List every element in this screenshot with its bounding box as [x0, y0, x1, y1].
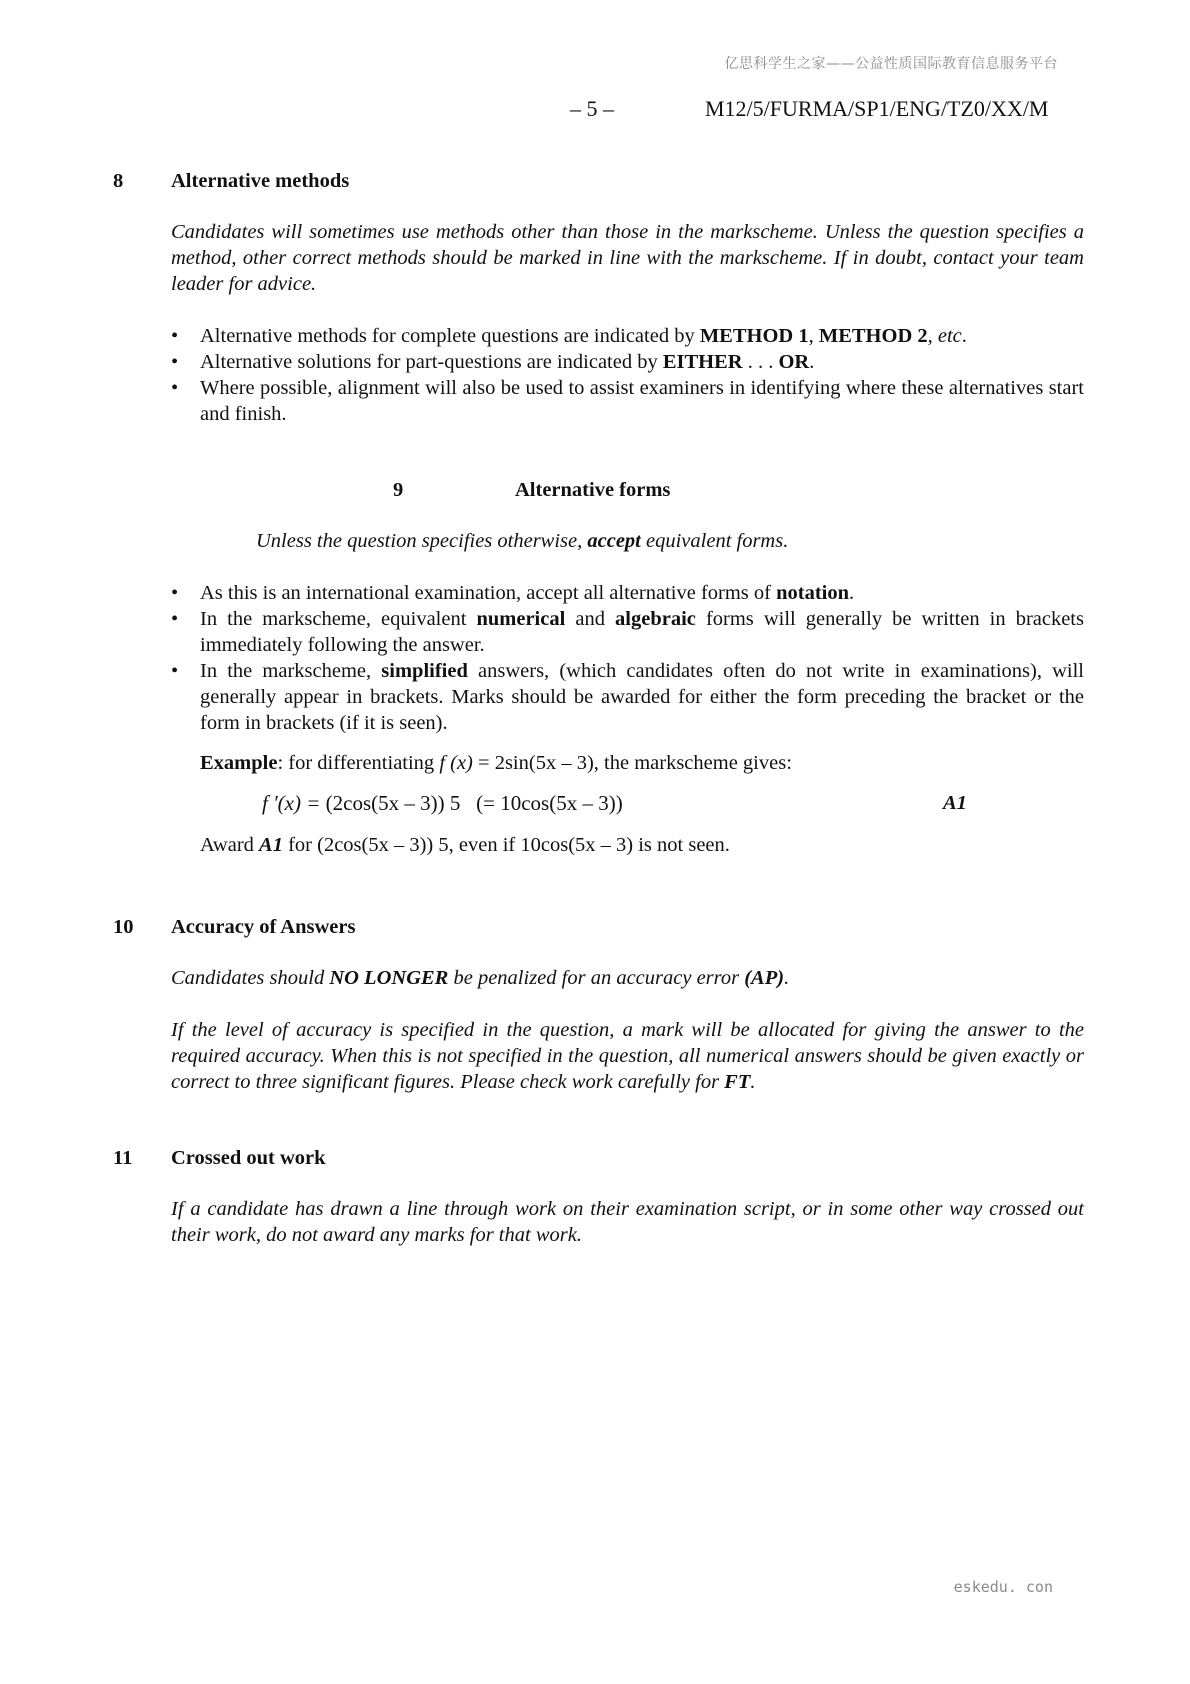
- section-title: Crossed out work: [171, 1147, 326, 1169]
- page-content: [0, 168, 1190, 1248]
- section-number: 9: [393, 479, 404, 501]
- section-11-paragraph: If a candidate has drawn a line through work on their examination script, or in some other way crossed out their work, do not award any marks for that work.: [171, 1198, 1084, 1246]
- bullet-icon: •: [171, 660, 179, 682]
- bullet-item: • Alternative methods for complete questions are indicated by METHOD 1, METHOD 2, etc.: [171, 325, 967, 347]
- watermark-bottom: eskedu. con: [953, 1578, 1053, 1596]
- section-9-intro: Unless the question specifies otherwise, accept equivalent forms.: [256, 530, 789, 552]
- section-9-heading: [0, 477, 1190, 503]
- section-8-intro: Candidates will sometimes use methods other than those in the markscheme. Unless the question specifies a method, other correct methods should be marked in line with the markscheme. If in doubt, contact your team leader for advice.: [171, 221, 1084, 295]
- section-9-bullets: [171, 580, 1084, 736]
- section-number: 11: [113, 1147, 133, 1169]
- section-number: 10: [113, 916, 134, 938]
- section-10-paragraph-1: Candidates should NO LONGER be penalized for an accuracy error (AP).: [171, 967, 790, 989]
- watermark-top: 亿思科学生之家——公益性质国际教育信息服务平台: [724, 56, 1058, 72]
- bullet-icon: •: [171, 351, 179, 373]
- bullet-icon: •: [171, 377, 179, 399]
- section-10-paragraph-2: If the level of accuracy is specified in the question, a mark will be allocated for giving the answer to the required accuracy. When this is not specified in the question, all numerical answers should be given exactly or correct to three significant figures. Please check work carefully for FT.: [171, 1019, 1084, 1093]
- section-11-heading: [0, 1145, 1190, 1171]
- function-expression: f (x) = 2sin(5x – 3): [439, 752, 594, 774]
- formula-expression: f ′(x) = (2cos(5x – 3)) 5 (= 10cos(5x – 3)): [262, 791, 623, 815]
- bullet-icon: •: [171, 582, 179, 604]
- section-8-bullets: [171, 323, 1084, 427]
- bullet-item: • In the markscheme, equivalent numerical and algebraic forms will generally be written in brackets immediately following the answer.: [171, 608, 1084, 656]
- mark-a1: A1: [943, 792, 967, 814]
- section-number: 8: [113, 170, 124, 192]
- derivative-formula: [0, 790, 1190, 822]
- example-label: Example: [200, 752, 278, 774]
- section-10-heading: [0, 914, 1190, 940]
- example-line: Example: for differentiating f (x) = 2sin(5x – 3), the markscheme gives:: [200, 752, 792, 774]
- section-8-heading: [0, 168, 1190, 194]
- section-title: Alternative forms: [515, 479, 671, 501]
- bullet-item: • In the markscheme, simplified answers, (which candidates often do not write in examinations), will generally appear in brackets. Marks should be awarded for either the form preceding the bracket or the form in brackets (if it is seen).: [171, 660, 1084, 734]
- bullet-icon: •: [171, 608, 179, 630]
- page-number: – 5 –: [570, 96, 614, 121]
- bullet-item: • As this is an international examination, accept all alternative forms of notation.: [171, 582, 855, 604]
- award-line: Award A1 for (2cos(5x – 3)) 5, even if 10cos(5x – 3) is not seen.: [200, 834, 730, 856]
- section-title: Accuracy of Answers: [171, 916, 356, 938]
- document-code: M12/5/FURMA/SP1/ENG/TZ0/XX/M: [705, 96, 1049, 121]
- bullet-item: • Alternative solutions for part-questions are indicated by EITHER . . . OR.: [171, 351, 815, 373]
- bullet-item: • Where possible, alignment will also be used to assist examiners in identifying where these alternatives start and finish.: [171, 377, 1084, 425]
- bullet-icon: •: [171, 325, 179, 347]
- section-title: Alternative methods: [171, 170, 350, 192]
